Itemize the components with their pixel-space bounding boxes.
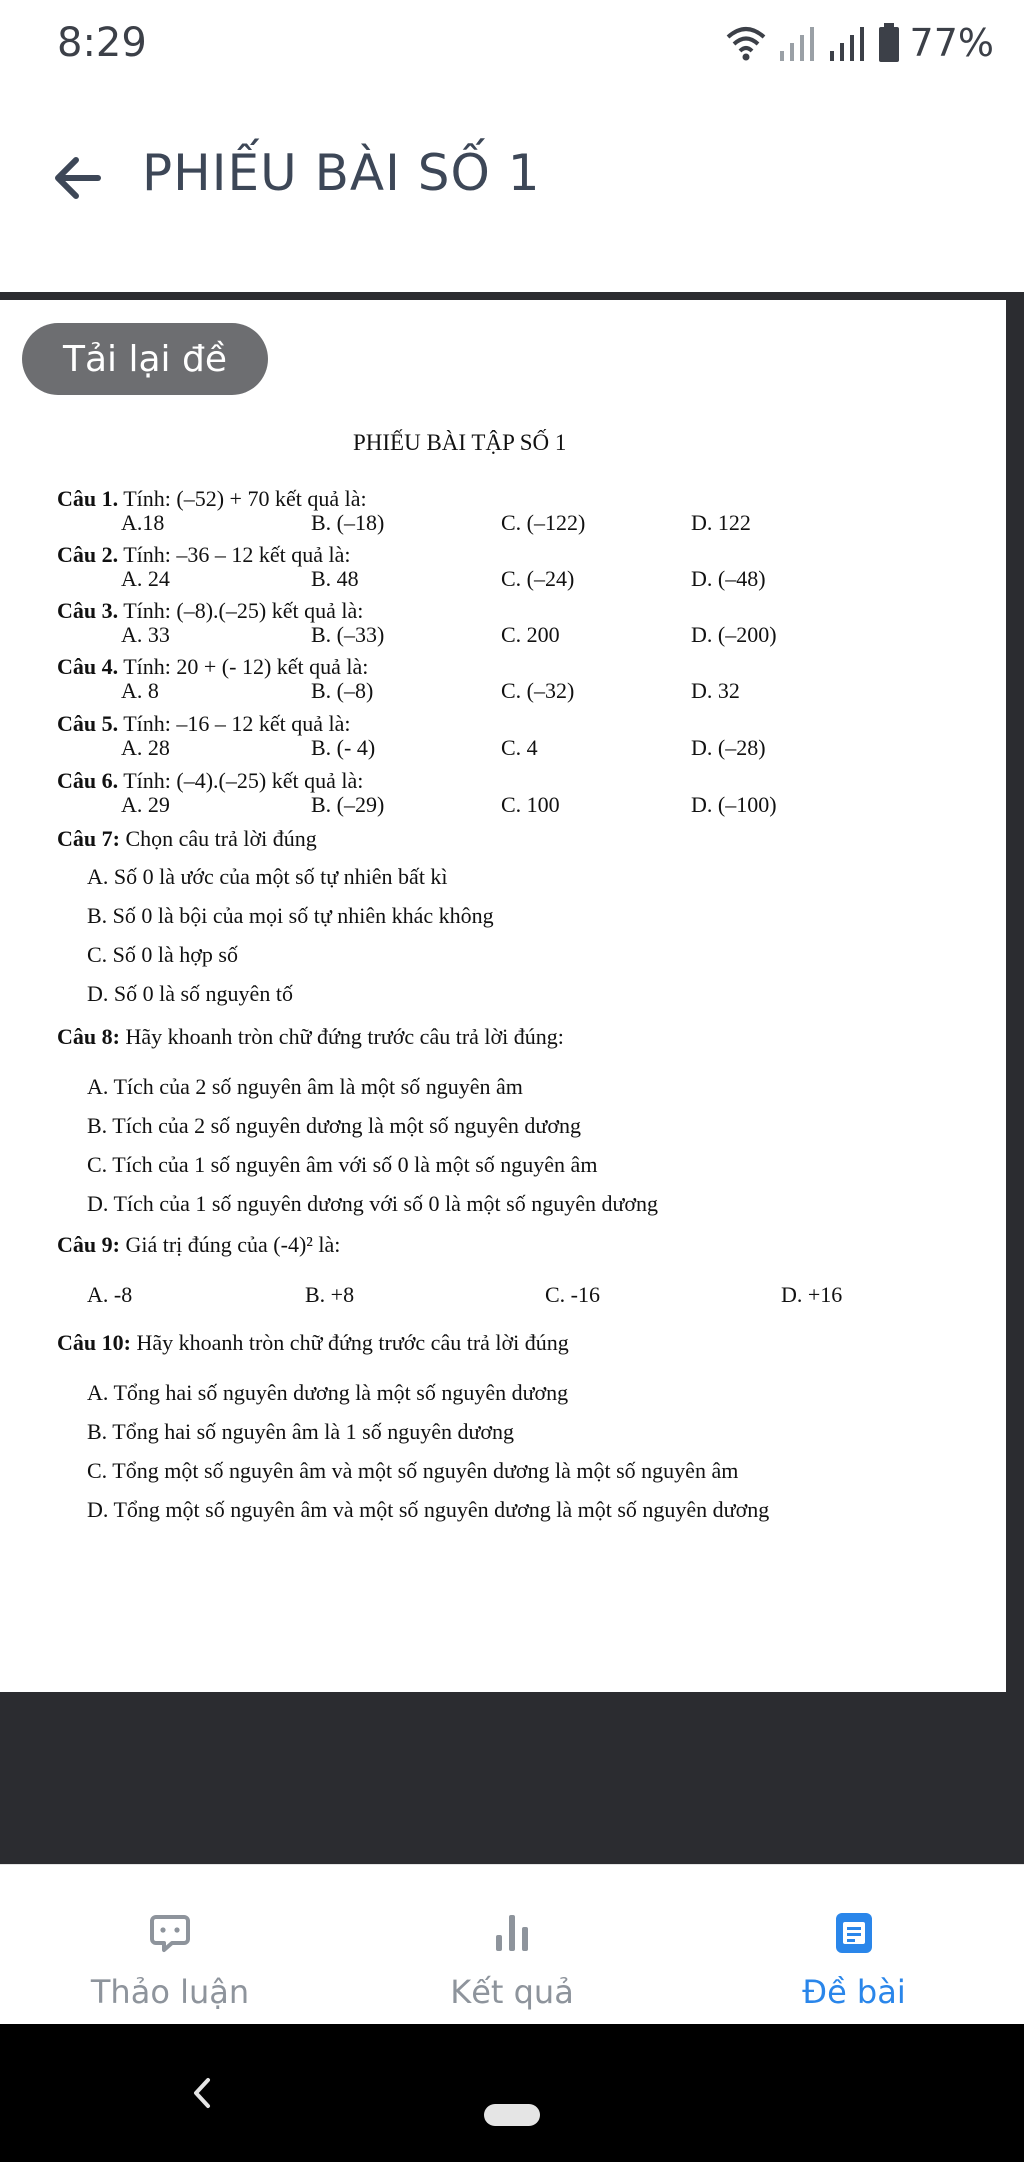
question-text: Chọn câu trả lời đúng	[125, 826, 317, 851]
option-c: C. (–24)	[501, 566, 575, 591]
worksheet-page	[0, 300, 1006, 1692]
system-home-button[interactable]	[484, 2104, 540, 2126]
question-1	[57, 486, 367, 512]
option-c: C. 4	[501, 735, 538, 760]
question-label: Câu 3.	[57, 598, 119, 623]
tab-results[interactable]	[342, 1865, 682, 2025]
question-3	[57, 598, 363, 624]
option-b: B. (- 4)	[311, 735, 376, 760]
status-time: 8:29	[57, 20, 147, 66]
signal-icon	[778, 23, 818, 63]
question-2-options	[121, 566, 921, 592]
question-text: Tính: –16 – 12 kết quả là:	[123, 711, 351, 736]
question-text: Tính: (–52) + 70 kết quả là:	[123, 486, 367, 511]
question-text: Tính: (–8).(–25) kết quả là:	[123, 598, 364, 623]
option-c: C. 100	[501, 792, 560, 817]
bar-chart-icon	[490, 1911, 534, 1955]
question-text: Tính: (–4).(–25) kết quả là:	[123, 768, 364, 793]
option-b: B. (–18)	[311, 510, 385, 535]
bottom-nav	[0, 1864, 1024, 2024]
signal-icon-2	[828, 23, 868, 63]
question-text: Tính: –36 – 12 kết quả là:	[123, 542, 351, 567]
battery-percent: 77%	[909, 21, 994, 65]
question-5-options	[121, 735, 921, 761]
option-d: D. Tổng một số nguyên âm và một số nguyên dương là một số nguyên dương	[87, 1497, 770, 1522]
option-c: C. -16	[545, 1282, 600, 1307]
app-header	[0, 90, 1024, 290]
option-d: D. (–28)	[691, 735, 766, 760]
wifi-icon	[724, 23, 768, 63]
option-a: A. Số 0 là ước của một số tự nhiên bất kì	[87, 864, 448, 889]
option-b: B. +8	[305, 1282, 355, 1307]
option-a: A. 33	[121, 622, 170, 647]
question-label: Câu 4.	[57, 654, 119, 679]
question-label: Câu 2.	[57, 542, 119, 567]
question-6	[57, 768, 363, 794]
question-7	[57, 826, 317, 852]
option-b: B. (–29)	[311, 792, 385, 817]
system-back-icon[interactable]	[190, 2076, 214, 2110]
question-6-options	[121, 792, 921, 818]
tab-label: Kết quả	[450, 1973, 574, 2011]
option-c: C. (–122)	[501, 510, 586, 535]
question-text: Tính: 20 + (- 12) kết quả là:	[123, 654, 369, 679]
question-label: Câu 7:	[57, 826, 120, 851]
chat-icon	[148, 1911, 192, 1955]
option-d: D. +16	[781, 1282, 843, 1307]
option-b: B. Tích của 2 số nguyên dương là một số nguyên dương	[87, 1113, 581, 1138]
option-d: D. 122	[691, 510, 751, 535]
tab-exam[interactable]	[684, 1865, 1024, 2025]
back-arrow-icon[interactable]	[50, 150, 106, 206]
question-label: Câu 8:	[57, 1024, 120, 1049]
question-3-options	[121, 622, 921, 648]
system-nav-bar	[0, 2024, 1024, 2162]
option-c: C. (–32)	[501, 678, 575, 703]
option-a: A. 28	[121, 735, 170, 760]
option-b: B. Tổng hai số nguyên âm là 1 số nguyên dương	[87, 1419, 515, 1444]
question-8	[57, 1024, 564, 1050]
option-d: D. Tích của 1 số nguyên dương với số 0 là một số nguyên dương	[87, 1191, 659, 1216]
question-text: Hãy khoanh tròn chữ đứng trước câu trả lời đúng	[136, 1330, 569, 1355]
question-text: Giá trị đúng của (-4)² là:	[125, 1232, 341, 1257]
option-c: C. 200	[501, 622, 560, 647]
question-4-options	[121, 678, 921, 704]
battery-icon	[878, 23, 900, 63]
reload-exam-button[interactable]: Tải lại đề	[22, 323, 268, 395]
option-a: A. Tổng hai số nguyên dương là một số nguyên dương	[87, 1380, 569, 1405]
question-5	[57, 711, 351, 737]
question-label: Câu 9:	[57, 1232, 120, 1257]
option-b: B. (–33)	[311, 622, 385, 647]
status-bar	[0, 0, 1024, 90]
option-b: B. (–8)	[311, 678, 374, 703]
option-d: D. (–200)	[691, 622, 777, 647]
question-9-options	[87, 1282, 887, 1308]
option-a: A. 29	[121, 792, 170, 817]
tab-label: Đề bài	[802, 1973, 906, 2011]
option-a: A. 8	[121, 678, 159, 703]
tab-discussion[interactable]	[0, 1865, 340, 2025]
question-10	[57, 1330, 569, 1356]
option-d: D. 32	[691, 678, 740, 703]
content-area	[0, 292, 1024, 1864]
option-d: D. (–100)	[691, 792, 777, 817]
option-a: A. 24	[121, 566, 170, 591]
option-d: D. Số 0 là số nguyên tố	[87, 981, 293, 1006]
page-title: PHIẾU BÀI SỐ 1	[142, 144, 541, 202]
option-a: A.18	[121, 510, 165, 535]
option-c: C. Số 0 là hợp số	[87, 942, 238, 967]
option-b: B. 48	[311, 566, 359, 591]
question-label: Câu 1.	[57, 486, 119, 511]
question-9	[57, 1232, 340, 1258]
option-d: D. (–48)	[691, 566, 766, 591]
question-label: Câu 5.	[57, 711, 119, 736]
option-a: A. -8	[87, 1282, 133, 1307]
question-label: Câu 6.	[57, 768, 119, 793]
question-4	[57, 654, 368, 680]
question-1-options	[121, 510, 921, 536]
option-a: A. Tích của 2 số nguyên âm là một số nguyên âm	[87, 1074, 523, 1099]
worksheet-title: PHIẾU BÀI TẬP SỐ 1	[353, 430, 567, 455]
question-text: Hãy khoanh tròn chữ đứng trước câu trả lời đúng:	[125, 1024, 564, 1049]
status-icons	[724, 18, 994, 68]
option-b: B. Số 0 là bội của mọi số tự nhiên khác không	[87, 903, 494, 928]
tab-label: Thảo luận	[90, 1973, 250, 2011]
option-c: C. Tổng một số nguyên âm và một số nguyên dương là một số nguyên âm	[87, 1458, 739, 1483]
option-c: C. Tích của 1 số nguyên âm với số 0 là một số nguyên âm	[87, 1152, 598, 1177]
question-label: Câu 10:	[57, 1330, 131, 1355]
question-2	[57, 542, 351, 568]
document-icon	[832, 1911, 876, 1955]
